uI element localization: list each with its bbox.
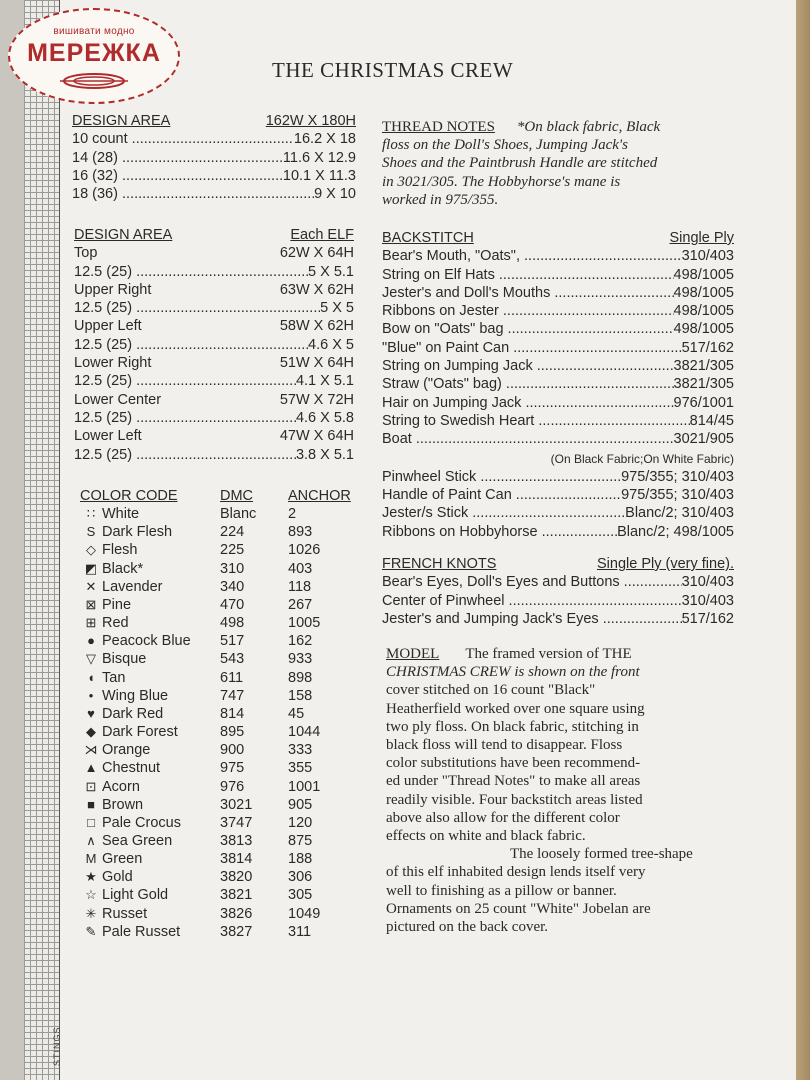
french-knots-label: FRENCH KNOTS xyxy=(382,556,497,572)
cross-stitch-chart-edge xyxy=(24,0,60,1080)
color-name: Pine xyxy=(102,596,132,613)
color-name: Flesh xyxy=(102,542,138,559)
stitch-symbol-icon: ♥ xyxy=(87,705,95,721)
row-label: 16 (32) ..... xyxy=(72,167,283,185)
backstitch-section xyxy=(382,229,734,541)
row-value: 976/1001 xyxy=(673,394,734,411)
color-name: Russet xyxy=(102,905,148,922)
dmc-number: 470 xyxy=(220,596,245,613)
logo-tagline: вишивати модно xyxy=(53,26,135,37)
anchor-number: 118 xyxy=(288,578,312,595)
backstitch-ply: Single Ply xyxy=(669,230,734,246)
leader-row xyxy=(382,339,734,357)
design-area-sizes xyxy=(72,112,356,203)
model-line: color substitutions have been recommend- xyxy=(386,755,641,772)
row-value: 63W X 62H xyxy=(279,281,354,298)
row-value: 3.8 X 5.1 xyxy=(295,446,354,463)
color-table-header xyxy=(80,487,351,505)
dmc-number: 310 xyxy=(220,560,245,577)
spine-text: STINGS xyxy=(52,1026,62,1066)
color-name: Tan xyxy=(102,669,126,686)
row-label: "Blue" on Paint Can ..... xyxy=(382,339,682,357)
row-label: Lower Right xyxy=(74,355,152,372)
color-row xyxy=(80,832,348,850)
row-label: Top xyxy=(74,245,98,262)
color-row xyxy=(80,850,348,868)
row-label: 12.5 (25) ..... xyxy=(74,446,296,464)
row-label: 12.5 (25) ..... xyxy=(74,372,296,390)
anchor-number: 1044 xyxy=(288,724,321,741)
leader-row xyxy=(74,446,354,464)
row-value: 498/1005 xyxy=(673,321,734,338)
row-value: 310/403 xyxy=(681,574,734,591)
stitch-symbol-icon: ▲ xyxy=(84,760,98,776)
model-line: CHRISTMAS CREW is shown on the front xyxy=(386,664,640,681)
dmc-number: 498 xyxy=(220,615,245,632)
color-name: Pale Crocus xyxy=(102,814,181,831)
row-label: 14 (28) ..... xyxy=(72,149,283,167)
color-row xyxy=(80,814,348,832)
dmc-number: 747 xyxy=(220,687,245,704)
row-value: 498/1005 xyxy=(673,303,734,320)
french-knots-ply: Single Ply (very fine). xyxy=(597,556,734,572)
leader-row xyxy=(74,299,354,317)
stitch-symbol-icon: ☆ xyxy=(85,887,97,903)
color-row xyxy=(80,669,348,687)
row-label: Lower Center xyxy=(74,391,162,408)
row-label: Upper Left xyxy=(74,318,142,335)
stitch-symbol-icon: ★ xyxy=(85,869,97,885)
color-name: Peacock Blue xyxy=(102,633,191,650)
leader-row xyxy=(74,391,354,409)
leader-row xyxy=(382,610,734,628)
row-value: 975/355; 310/403 xyxy=(621,487,734,504)
stitch-symbol-icon: ● xyxy=(87,633,95,649)
color-name: Chestnut xyxy=(102,760,161,777)
color-name: Dark Forest xyxy=(102,724,178,741)
model-label: MODEL xyxy=(386,646,440,662)
row-label: Bow on "Oats" bag ..... xyxy=(382,320,674,338)
thread-notes-label: THREAD NOTES xyxy=(382,119,495,135)
dmc-number: 224 xyxy=(220,524,245,541)
anchor-number: 898 xyxy=(288,669,313,686)
design-area-elf-header xyxy=(74,226,354,244)
color-name: Light Gold xyxy=(102,887,169,904)
leader-row xyxy=(72,185,356,203)
color-row xyxy=(80,705,348,723)
leader-row xyxy=(74,317,354,335)
color-row xyxy=(80,923,348,941)
row-label: 12.5 (25) ..... xyxy=(74,409,296,427)
thread-notes-line: in 3021/305. The Hobbyhorse's mane is xyxy=(382,173,621,190)
row-label: Ribbons on Hobbyhorse ..... xyxy=(382,523,617,541)
leader-row xyxy=(74,336,354,354)
model-line xyxy=(386,645,742,663)
model-line: Ornaments on 25 count "White" Jobelan are xyxy=(386,900,651,917)
model-line: readily visible. Four backstitch areas listed xyxy=(386,791,643,808)
row-value: 5 X 5 xyxy=(320,300,354,317)
row-value: 4.1 X 5.1 xyxy=(295,373,354,390)
leader-row xyxy=(382,394,734,412)
color-name: Dark Flesh xyxy=(102,524,173,541)
design-area-size: 162W X 180H xyxy=(265,113,356,129)
color-row xyxy=(80,778,348,796)
anchor-number: 893 xyxy=(288,524,313,541)
anchor-number: 120 xyxy=(288,814,313,831)
row-value: 11.6 X 12.9 xyxy=(282,149,356,166)
row-value: 3821/305 xyxy=(673,358,734,375)
stitch-symbol-icon: ✳ xyxy=(85,905,97,921)
row-value: 975/355; 310/403 xyxy=(621,468,734,485)
color-name: White xyxy=(102,506,140,523)
thread-skein-icon xyxy=(54,70,134,92)
row-label: Straw ("Oats" bag) ..... xyxy=(382,375,674,393)
color-name: Red xyxy=(102,615,129,632)
model-notes xyxy=(386,645,742,936)
dmc-number: 543 xyxy=(220,651,245,668)
leader-row xyxy=(382,486,734,504)
thread-notes-line: floss on the Doll's Shoes, Jumping Jack's xyxy=(382,137,628,154)
french-knots-section xyxy=(382,555,734,628)
color-code-heading: COLOR CODE xyxy=(80,488,178,504)
dmc-number: 3821 xyxy=(220,887,253,904)
leader-row xyxy=(74,372,354,390)
stitch-symbol-icon: □ xyxy=(87,814,95,830)
row-value: Blanc/2; 498/1005 xyxy=(617,523,734,540)
row-label: Boat ..... xyxy=(382,430,674,448)
row-label: Bear's Mouth, "Oats", ..... xyxy=(382,247,682,265)
model-line: cover stitched on 16 count "Black" xyxy=(386,682,596,699)
leader-row xyxy=(74,263,354,281)
color-row xyxy=(80,632,348,650)
dmc-number: 814 xyxy=(220,705,245,722)
row-label: 12.5 (25) ..... xyxy=(74,336,308,354)
row-value: 517/162 xyxy=(681,610,734,627)
model-text: The framed version of THE xyxy=(465,646,632,662)
stitch-symbol-icon: ◆ xyxy=(86,724,96,740)
stitch-symbol-icon: ∷ xyxy=(86,506,96,522)
leader-row xyxy=(74,409,354,427)
dmc-number: Blanc xyxy=(220,506,257,523)
color-row xyxy=(80,741,348,759)
leader-row xyxy=(382,468,734,486)
color-row xyxy=(80,505,348,523)
stitch-symbol-icon: ◩ xyxy=(84,560,98,576)
row-value: 57W X 72H xyxy=(279,391,354,408)
color-name: Gold xyxy=(102,869,133,886)
stitch-symbol-icon: ∧ xyxy=(86,832,96,848)
row-value: 9 X 10 xyxy=(314,186,356,203)
dmc-number: 225 xyxy=(220,542,245,559)
color-row xyxy=(80,596,348,614)
leader-row xyxy=(74,244,354,262)
anchor-heading: ANCHOR xyxy=(288,488,351,504)
dmc-number: 976 xyxy=(220,778,245,795)
dmc-number: 3021 xyxy=(220,796,253,813)
anchor-number: 1001 xyxy=(288,778,321,795)
leader-row xyxy=(382,504,734,522)
row-value: 517/162 xyxy=(681,339,734,356)
color-row xyxy=(80,723,348,741)
row-label: String on Jumping Jack ..... xyxy=(382,357,674,375)
leader-row xyxy=(382,375,734,393)
stitch-symbol-icon: ▽ xyxy=(86,651,96,667)
color-name: Orange xyxy=(102,742,151,759)
leader-row xyxy=(382,412,734,430)
thread-notes-line: Shoes and the Paintbrush Handle are stitched xyxy=(382,155,658,172)
thread-notes xyxy=(382,118,738,209)
stitch-symbol-icon: ⊞ xyxy=(85,615,97,631)
anchor-number: 2 xyxy=(288,506,297,523)
stitch-symbol-icon: ◇ xyxy=(86,542,96,558)
model-line: well to finishing as a pillow or banner. xyxy=(386,882,617,899)
color-name: Sea Green xyxy=(102,832,173,849)
design-area-elf-size: Each ELF xyxy=(290,227,354,243)
backstitch-header xyxy=(382,229,734,247)
anchor-number: 875 xyxy=(288,832,313,849)
stitch-symbol-icon: S xyxy=(86,524,96,540)
color-name: Acorn xyxy=(102,778,140,795)
anchor-number: 933 xyxy=(288,651,313,668)
anchor-number: 306 xyxy=(288,869,313,886)
row-label: Center of Pinwheel ..... xyxy=(382,592,682,610)
row-label: Jester's and Jumping Jack's Eyes ..... xyxy=(382,610,682,628)
color-row xyxy=(80,905,348,923)
row-label: Jester's and Doll's Mouths ..... xyxy=(382,284,674,302)
model-line: Heatherfield worked over one square using xyxy=(386,700,645,717)
row-value: 47W X 64H xyxy=(279,428,354,445)
row-value: 16.2 X 18 xyxy=(293,131,356,148)
row-value: 4.6 X 5 xyxy=(308,336,354,353)
color-row xyxy=(80,614,348,632)
leader-row xyxy=(382,430,734,448)
row-label: 10 count ..... xyxy=(72,130,294,148)
row-value: 58W X 62H xyxy=(279,318,354,335)
thread-notes-line xyxy=(382,118,738,136)
row-label: Hair on Jumping Jack ..... xyxy=(382,394,674,412)
design-area-header xyxy=(72,112,356,130)
anchor-number: 403 xyxy=(288,560,313,577)
leader-row xyxy=(382,592,734,610)
dmc-number: 3826 xyxy=(220,905,253,922)
row-label: 18 (36) ..... xyxy=(72,185,314,203)
color-row xyxy=(80,796,348,814)
leader-row xyxy=(72,167,356,185)
color-name: Brown xyxy=(102,796,144,813)
dmc-number: 900 xyxy=(220,742,245,759)
stitch-symbol-icon: ⋊ xyxy=(84,742,98,758)
leader-row xyxy=(382,573,734,591)
color-row xyxy=(80,523,348,541)
leader-row xyxy=(382,284,734,302)
row-value: 814/45 xyxy=(689,412,734,429)
row-value: 3821/305 xyxy=(673,376,734,393)
color-row xyxy=(80,886,348,904)
model-line: ed under "Thread Notes" to make all areas xyxy=(386,773,641,790)
row-value: 51W X 64H xyxy=(279,355,354,372)
color-name: Bisque xyxy=(102,651,147,668)
stitch-symbol-icon: ◖ xyxy=(87,669,95,685)
stitch-symbol-icon: ✕ xyxy=(85,578,97,594)
color-row xyxy=(80,687,348,705)
model-line: above also allow for the different color xyxy=(386,809,620,826)
model-line: of this elf inhabited design lends itself very xyxy=(386,864,646,881)
row-value: 10.1 X 11.3 xyxy=(282,167,356,184)
model-line: pictured on the back cover. xyxy=(386,919,549,936)
row-label: String on Elf Hats ..... xyxy=(382,266,674,284)
color-row xyxy=(80,560,348,578)
row-value: 62W X 64H xyxy=(279,245,354,262)
dmc-number: 517 xyxy=(220,633,245,650)
anchor-number: 267 xyxy=(288,596,313,613)
leader-row xyxy=(74,354,354,372)
leader-row xyxy=(382,302,734,320)
dmc-number: 895 xyxy=(220,724,245,741)
dmc-number: 3814 xyxy=(220,851,253,868)
backstitch-label: BACKSTITCH xyxy=(382,230,474,246)
color-name: Pale Russet xyxy=(102,923,181,940)
stitch-symbol-icon: ■ xyxy=(87,796,95,812)
page-title: THE CHRISTMAS CREW xyxy=(272,58,514,82)
dmc-number: 340 xyxy=(220,578,245,595)
french-knots-header xyxy=(382,555,734,573)
color-name: Wing Blue xyxy=(102,687,169,704)
leader-row xyxy=(74,427,354,445)
dmc-heading: DMC xyxy=(220,488,254,504)
anchor-number: 1005 xyxy=(288,615,321,632)
row-label: 12.5 (25) ..... xyxy=(74,299,320,317)
leader-row xyxy=(382,247,734,265)
color-code-table xyxy=(80,487,351,941)
row-label: Lower Left xyxy=(74,428,142,445)
row-value: 3021/905 xyxy=(673,431,734,448)
color-name: Dark Red xyxy=(102,705,164,722)
design-area-elf-label: DESIGN AREA xyxy=(74,227,173,243)
model-line: The loosely formed tree-shape xyxy=(510,846,693,863)
stitch-symbol-icon: • xyxy=(88,687,94,703)
thread-notes-line: worked in 975/355. xyxy=(382,191,499,208)
leader-row xyxy=(382,523,734,541)
leader-row xyxy=(74,281,354,299)
row-value: 4.6 X 5.8 xyxy=(295,409,354,426)
anchor-number: 305 xyxy=(288,887,313,904)
anchor-number: 158 xyxy=(288,687,313,704)
color-row xyxy=(80,868,348,886)
model-line: two ply floss. On black fabric, stitching in xyxy=(386,718,639,735)
color-name: Green xyxy=(102,851,143,868)
design-area-elves xyxy=(74,226,354,464)
color-row xyxy=(80,759,348,777)
row-label: Upper Right xyxy=(74,281,152,298)
fabric-note: (On Black Fabric;On White Fabric) xyxy=(550,451,734,466)
row-label: Ribbons on Jester ..... xyxy=(382,302,674,320)
row-label: Handle of Paint Can ..... xyxy=(382,486,621,504)
anchor-number: 45 xyxy=(288,705,305,722)
leader-row xyxy=(382,320,734,338)
stitch-symbol-icon: ⊠ xyxy=(85,596,97,612)
color-name: Black* xyxy=(102,560,144,577)
anchor-number: 1026 xyxy=(288,542,321,559)
row-label: Pinwheel Stick ..... xyxy=(382,468,621,486)
shop-logo xyxy=(8,8,180,104)
row-label: 12.5 (25) ..... xyxy=(74,263,308,281)
stitch-symbol-icon: ✎ xyxy=(85,923,97,939)
thread-notes-text: *On black fabric, Black xyxy=(516,119,661,135)
leader-row xyxy=(382,266,734,284)
wood-background xyxy=(796,0,810,1080)
anchor-number: 355 xyxy=(288,760,313,777)
color-row xyxy=(80,578,348,596)
color-row xyxy=(80,650,348,668)
row-value: 310/403 xyxy=(681,248,734,265)
logo-brand: МЕРЕЖКА xyxy=(27,39,161,67)
stitch-symbol-icon: ⊡ xyxy=(85,778,97,794)
row-label: Jester/s Stick ..... xyxy=(382,504,625,522)
dmc-number: 975 xyxy=(220,760,245,777)
row-value: 310/403 xyxy=(681,592,734,609)
leader-row xyxy=(72,130,356,148)
anchor-number: 162 xyxy=(288,633,313,650)
design-area-label: DESIGN AREA xyxy=(72,113,171,129)
model-line: effects on white and black fabric. xyxy=(386,828,586,845)
color-name: Lavender xyxy=(102,578,163,595)
anchor-number: 333 xyxy=(288,742,313,759)
row-value: 498/1005 xyxy=(673,266,734,283)
anchor-number: 188 xyxy=(288,851,313,868)
row-value: 498/1005 xyxy=(673,284,734,301)
row-label: Bear's Eyes, Doll's Eyes and Buttons ..... xyxy=(382,573,682,591)
model-line: black floss will tend to disappear. Floss xyxy=(386,737,623,754)
anchor-number: 905 xyxy=(288,796,313,813)
dmc-number: 3747 xyxy=(220,814,253,831)
color-row xyxy=(80,541,348,559)
row-value: 5 X 5.1 xyxy=(308,263,354,280)
stitch-symbol-icon: M xyxy=(85,851,97,867)
anchor-number: 311 xyxy=(288,923,312,940)
dmc-number: 3827 xyxy=(220,923,253,940)
row-value: Blanc/2; 310/403 xyxy=(625,505,734,522)
leader-row xyxy=(382,357,734,375)
leader-row xyxy=(72,149,356,167)
dmc-number: 3813 xyxy=(220,832,253,849)
dmc-number: 3820 xyxy=(220,869,253,886)
anchor-number: 1049 xyxy=(288,905,321,922)
row-label: String to Swedish Heart ..... xyxy=(382,412,690,430)
dmc-number: 611 xyxy=(220,669,244,686)
